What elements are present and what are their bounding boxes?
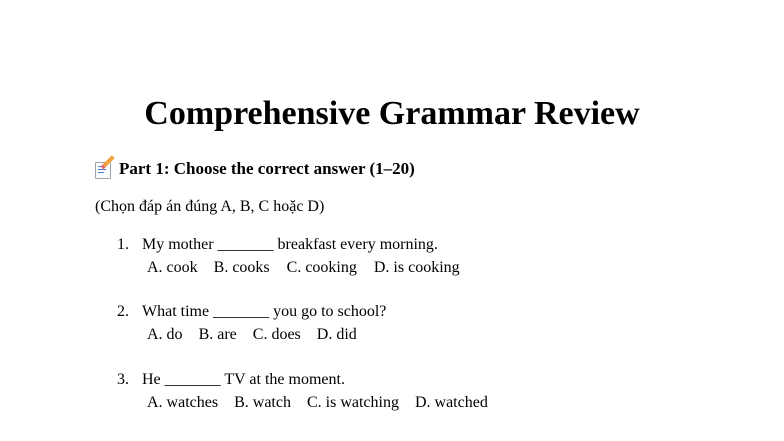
document-title: Comprehensive Grammar Review <box>144 95 640 132</box>
question-3 <box>117 369 345 391</box>
option-a: A. watches <box>147 394 219 411</box>
option-d: D. watched <box>414 394 488 411</box>
memo-line <box>98 172 104 173</box>
option-c: C. cooking <box>286 259 357 276</box>
option-b: B. cooks <box>213 259 270 276</box>
option-b: B. watch <box>234 394 291 411</box>
option-b: B. are <box>198 326 237 343</box>
question-text: My mother _______ breakfast every morning. <box>142 236 438 253</box>
question-1-options <box>147 257 460 279</box>
question-2-options <box>147 324 357 346</box>
option-d: D. is cooking <box>373 259 460 276</box>
question-text: What time _______ you go to school? <box>142 303 387 320</box>
option-a: A. cook <box>147 259 198 276</box>
question-text: He _______ TV at the moment. <box>142 371 345 388</box>
question-3-options <box>147 392 488 414</box>
question-number: 3. <box>117 371 129 388</box>
question-number: 1. <box>117 236 129 253</box>
part-1-heading <box>95 157 415 181</box>
option-c: C. does <box>252 326 301 343</box>
option-c: C. is watching <box>306 394 399 411</box>
option-d: D. did <box>316 326 357 343</box>
part-1-instruction: (Chọn đáp án đúng A, B, C hoặc D) <box>95 198 325 215</box>
part-1-heading-text: Part 1: Choose the correct answer (1–20) <box>119 159 415 178</box>
memo-line <box>98 169 106 170</box>
question-2 <box>117 301 386 323</box>
question-number: 2. <box>117 303 129 320</box>
memo-icon <box>95 160 113 178</box>
question-1 <box>117 234 438 256</box>
option-a: A. do <box>147 326 183 343</box>
